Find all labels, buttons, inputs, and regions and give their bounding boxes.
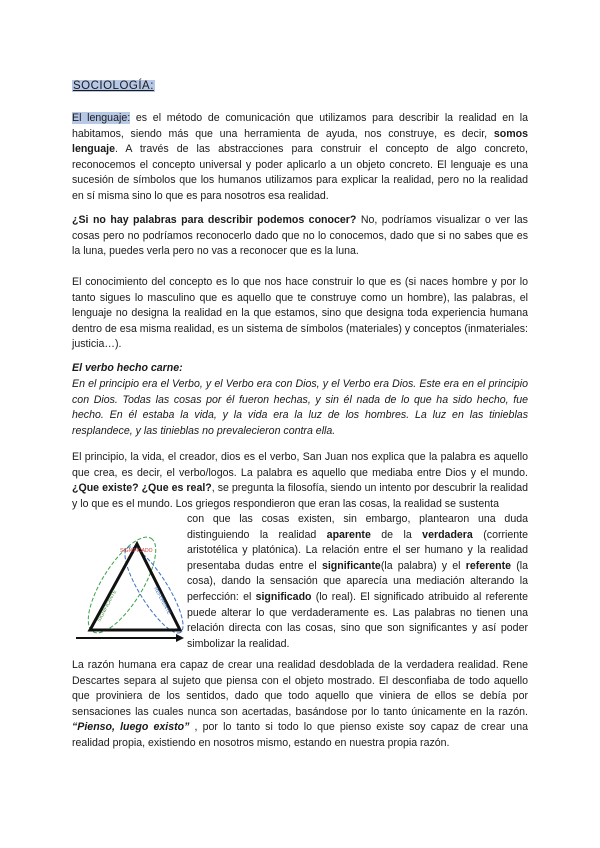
bold-term: referente	[465, 559, 512, 572]
text: , se pregunta la filosofía, siendo un intento por descubrir la realidad y lo que es el mundo. Los griegos respondieron que eran las cosas, la realidad se sustenta	[72, 482, 528, 510]
text: (corriente aristotélica y platónica). La relación entre el ser humano y la realidad presentaba dudas entre el	[187, 528, 529, 572]
bold-term: significante	[321, 559, 381, 572]
term-highlight: El lenguaje:	[72, 112, 131, 124]
label-referente: REFERENTE	[152, 586, 172, 616]
text: con que las cosas existen, sin embargo, plantearon una duda distinguiendo la realidad	[187, 513, 528, 541]
text: La razón humana era capaz de crear una realidad desdoblada de la verdadera realidad. Rene Descartes separa al sujeto que piensa con el objeto mostrado. El desconfiaba de todo aquello que proviniera de los sentidos, dado que todo aquello que viniera de ellos se debía por sensaciones las cuales nunca son acertadas, basándose por lo tanto únicamente en la razón.	[72, 659, 528, 718]
semiotic-triangle-figure	[72, 530, 187, 645]
text: es el método de comunicación que utilizamos para describir la realidad en la habitamos, siendo más que una herramienta de ayuda, nos construye, es decir,	[72, 112, 528, 140]
quote-text: En el principio era el Verbo, y el Verbo era con Dios, y el Verbo era Dios. Este era en el principio con Dios. Todas las cosas por él fueron hechas, y sin él nada de lo que ha sido hecho, fue hecho. En él estaba la vida, y la vida era la luz de los hombres. La luz en las tinieblas resplandece, y las tinieblas no prevalecieron contra ella.	[72, 378, 528, 437]
bold-term: aparente	[326, 528, 371, 541]
paragraph-concepto	[72, 275, 528, 353]
text: (lo real). El significado atribuido al referente puede alterar lo que verdaderamente es. Las palabras no tienen una relación directa con las cosas, sino que son significantes y así poder simbolizar la realidad.	[187, 590, 528, 650]
bold-question: ¿Si no hay palabras para describir podemos conocer?	[72, 214, 357, 226]
text: de la	[370, 528, 423, 541]
quote-paragraph	[72, 377, 528, 439]
text: , por lo tanto si todo lo que pienso existe soy capaz de crear una realidad propia, existiendo en nosotros mismo, estando en nuestra propia razón.	[72, 721, 528, 749]
bold-term: somos lenguaje	[72, 127, 528, 156]
paragraph-lenguaje	[72, 111, 528, 205]
bold-question: ¿Que existe? ¿Que es real?	[72, 482, 212, 495]
text: El principio, la vida, el creador, dios es el verbo, San Juan nos explica que la palabra es aquello que crea, es decir, el verbo/logos. La palabra es aquello que mediaba entre Dios y el mundo.	[72, 451, 528, 479]
bold-term: significado	[255, 590, 312, 603]
label-significante: SIGNIFICANTE	[96, 589, 119, 623]
text: (la cosa), dando la sensación que aparecía una mediación alterando la perfección: el	[187, 559, 528, 603]
bold-term: verdadera	[422, 528, 473, 541]
paragraph-wrapped	[187, 512, 528, 652]
label-significado: SIGNIFICADO	[120, 548, 153, 554]
text: No, podríamos visualizar o ver las cosas pero no podríamos reconocerlo dado que no lo conocemos, dado que si no sabes que es la luna, puedes verla pero no vas a reconocer que es la luna.	[72, 214, 528, 258]
text: El conocimiento del concepto es lo que nos hace construir lo que es (si naces hombre y por lo tanto sigues lo masculino que es aquello que te construye como un hombre), las palabras, el lenguaje no designa la realidad en la que estamos, sino que designa toda experiencia humana dentro de esa misma realidad, es un sistema de símbolos (materiales) y conceptos (inmateriales: justicia…).	[72, 276, 528, 351]
document-title: SOCIOLOGÍA:	[73, 80, 154, 92]
section-heading	[72, 361, 528, 377]
paragraph-descartes	[72, 658, 528, 752]
arrow-head	[176, 634, 184, 642]
text: (la palabra) y el	[380, 559, 466, 572]
text: . A través de las abstracciones para construir el concepto de algo concreto, reconocemos el concepto universal y poder aplicarlo a un objeto concreto. El lenguaje es una sucesión de símbolos que los humanos utilizamos para explicar la realidad, pero no la realidad en sí misma sino lo que es para nosotros esa realidad.	[72, 143, 528, 202]
paragraph-question	[72, 213, 528, 260]
heading-verbo: El verbo hecho carne:	[72, 362, 183, 374]
significante-ellipse	[76, 530, 168, 642]
bold-quote: “Pienso, luego existo”	[72, 721, 190, 734]
paragraph-principio	[72, 450, 528, 512]
